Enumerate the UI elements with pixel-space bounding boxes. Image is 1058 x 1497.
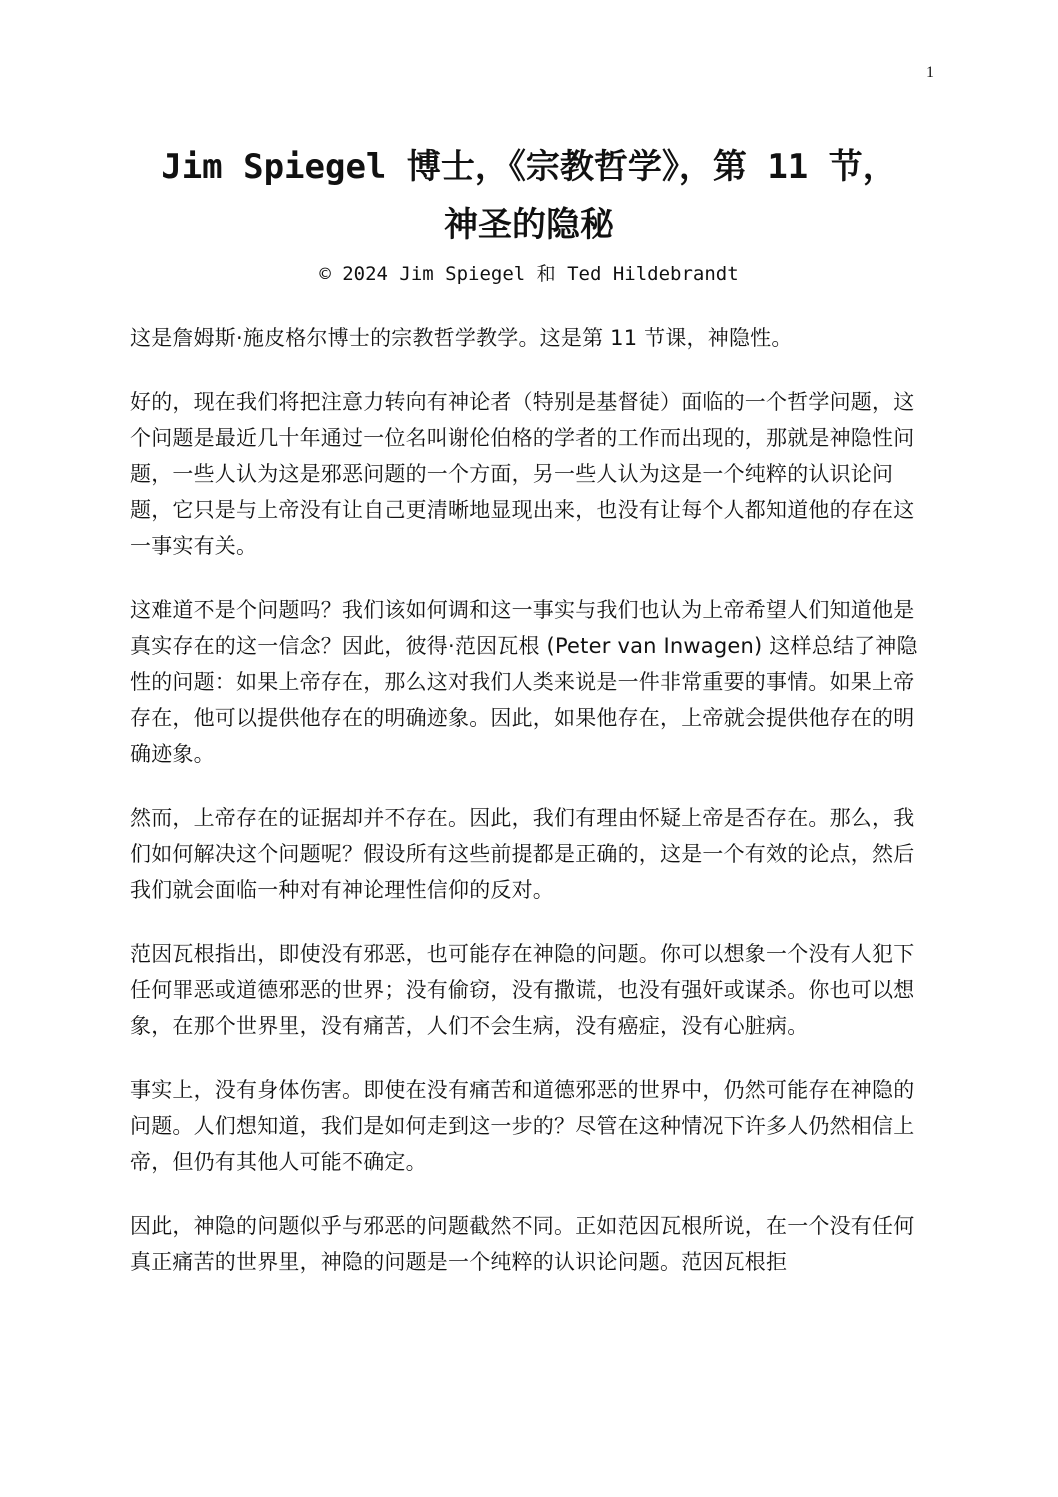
page-number: 1 bbox=[926, 64, 934, 81]
document-title bbox=[60, 138, 998, 254]
paragraph: 事实上，没有身体伤害。即使在没有痛苦和道德邪恶的世界中，仍然可能存在神隐的问题。人们想知道，我们是如何走到这一步的？尽管在这种情况下许多人仍然相信上帝，但仍有其他人可能不确定。 bbox=[130, 1078, 915, 1174]
paragraph: 好的，现在我们将把注意力转向有神论者（特别是基督徒）面临的一个哲学问题，这个问题是最近几十年通过一位名叫谢伦伯格的学者的工作而出现的，那就是神隐性问题，一些人认为这是邪恶问题的一个方面，另一些人认为这是一个纯粹的认识论问题，它只是与上帝没有让自己更清晰地显现出来，也没有让每个人都知道他的存在这一事实有关。 bbox=[130, 390, 915, 558]
copyright-line: © 2024 Jim Spiegel 和 Ted Hildebrandt bbox=[319, 263, 739, 285]
document-body bbox=[130, 320, 920, 1308]
paragraph: 因此，神隐的问题似乎与邪恶的问题截然不同。正如范因瓦根所说，在一个没有任何真正痛苦的世界里，神隐的问题是一个纯粹的认识论问题。范因瓦根拒 bbox=[130, 1214, 915, 1274]
paragraph: 这是詹姆斯·施皮格尔博士的宗教哲学教学。这是第 11 节课，神隐性。 bbox=[130, 326, 793, 350]
paragraph: 然而，上帝存在的证据却并不存在。因此，我们有理由怀疑上帝是否存在。那么，我们如何解决这个问题呢？假设所有这些前提都是正确的，这是一个有效的论点，然后我们就会面临一种对有神论理性信仰的反对。 bbox=[130, 806, 915, 902]
paragraph: 范因瓦根指出，即使没有邪恶，也可能存在神隐的问题。你可以想象一个没有人犯下任何罪恶或道德邪恶的世界；没有偷窃，没有撒谎，也没有强奸或谋杀。你也可以想象，在那个世界里，没有痛苦，人们不会生病，没有癌症，没有心脏病。 bbox=[130, 942, 915, 1038]
title-line-1: Jim Spiegel 博士，《宗教哲学》，第 11 节， bbox=[161, 147, 897, 187]
title-line-2: 神圣的隐秘 bbox=[444, 205, 614, 245]
paragraph: 这难道不是个问题吗？我们该如何调和这一事实与我们也认为上帝希望人们知道他是真实存在的这一信念？因此，彼得·范因瓦根 (Peter van Inwagen) 这样总结了神隐性的问题：如果上帝存在，那么这对我们人类来说是一件非常重要的事情。如果上帝存在，他可以提供他存在的明确迹象。因此，如果他存在，上帝就会提供他存在的明确迹象。 bbox=[130, 598, 918, 766]
